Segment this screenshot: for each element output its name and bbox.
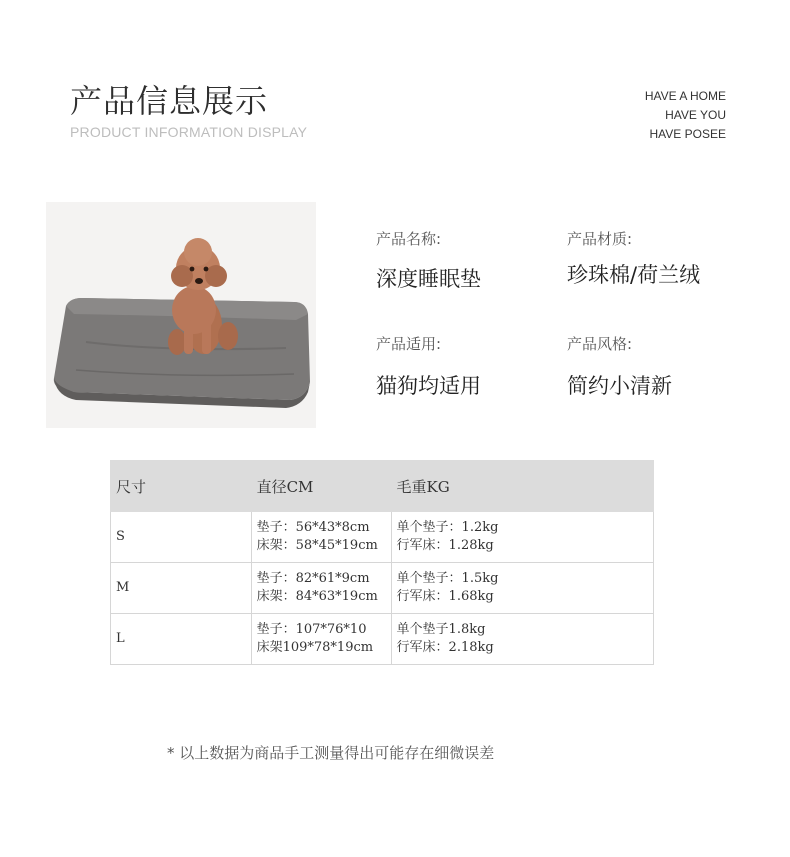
weight-cell	[391, 614, 653, 665]
table-row	[111, 614, 654, 665]
size-cell: S	[111, 512, 252, 563]
info-product-usage	[376, 333, 481, 400]
weight-line: 行军床：2.18kg	[396, 640, 494, 655]
info-value: 深度睡眠垫	[376, 267, 481, 291]
size-spec-table	[110, 460, 654, 665]
info-label: 产品材质:	[567, 230, 633, 248]
dimension-line: 床架：58*45*19cm	[256, 538, 378, 553]
page-title: 产品信息展示	[70, 82, 269, 120]
dimension-line: 垫子：107*76*10	[256, 622, 367, 637]
info-product-material	[567, 228, 700, 289]
dimension-line: 床架：84*63*19cm	[256, 589, 378, 604]
weight-line: 行军床：1.68kg	[396, 589, 494, 604]
weight-cell	[391, 512, 653, 563]
dimension-line: 床架109*78*19cm	[256, 640, 374, 655]
table-row	[111, 563, 654, 614]
size-cell: M	[111, 563, 252, 614]
info-label: 产品名称:	[376, 230, 442, 248]
info-label: 产品适用:	[376, 335, 442, 353]
table-row	[111, 512, 654, 563]
info-value: 珍珠棉/荷兰绒	[567, 263, 701, 287]
slogan-line: HAVE A HOME	[644, 89, 726, 103]
product-photo	[46, 202, 316, 428]
slogan	[645, 87, 726, 144]
dimension-cell	[251, 512, 391, 563]
weight-cell	[391, 563, 653, 614]
dimension-cell	[251, 563, 391, 614]
table-header-row	[111, 461, 654, 512]
weight-line: 单个垫子1.8kg	[396, 622, 486, 637]
slogan-line: HAVE YOU	[665, 108, 726, 122]
weight-line: 行军床：1.28kg	[396, 538, 494, 553]
dimension-line: 垫子：82*61*9cm	[256, 571, 370, 586]
dog-shape	[168, 238, 238, 355]
measurement-footnote: * 以上数据为商品手工测量得出可能存在细微误差	[167, 744, 495, 762]
weight-line: 单个垫子：1.5kg	[396, 571, 499, 586]
header-size: 尺寸	[111, 461, 252, 512]
info-product-name	[376, 228, 481, 293]
size-cell: L	[111, 614, 252, 665]
header-weight: 毛重KG	[391, 461, 653, 512]
info-value: 简约小清新	[567, 374, 672, 398]
info-label: 产品风格:	[567, 335, 633, 353]
header-dimension: 直径CM	[251, 461, 391, 512]
weight-line: 单个垫子：1.2kg	[396, 520, 499, 535]
slogan-line: HAVE POSEE	[649, 127, 726, 141]
dog-on-cushion-illustration	[46, 202, 316, 428]
info-value: 猫狗均适用	[376, 374, 481, 398]
dimension-cell	[251, 614, 391, 665]
dimension-line: 垫子：56*43*8cm	[256, 520, 370, 535]
info-product-style	[567, 333, 672, 400]
page-subtitle: PRODUCT INFORMATION DISPLAY	[70, 124, 308, 140]
